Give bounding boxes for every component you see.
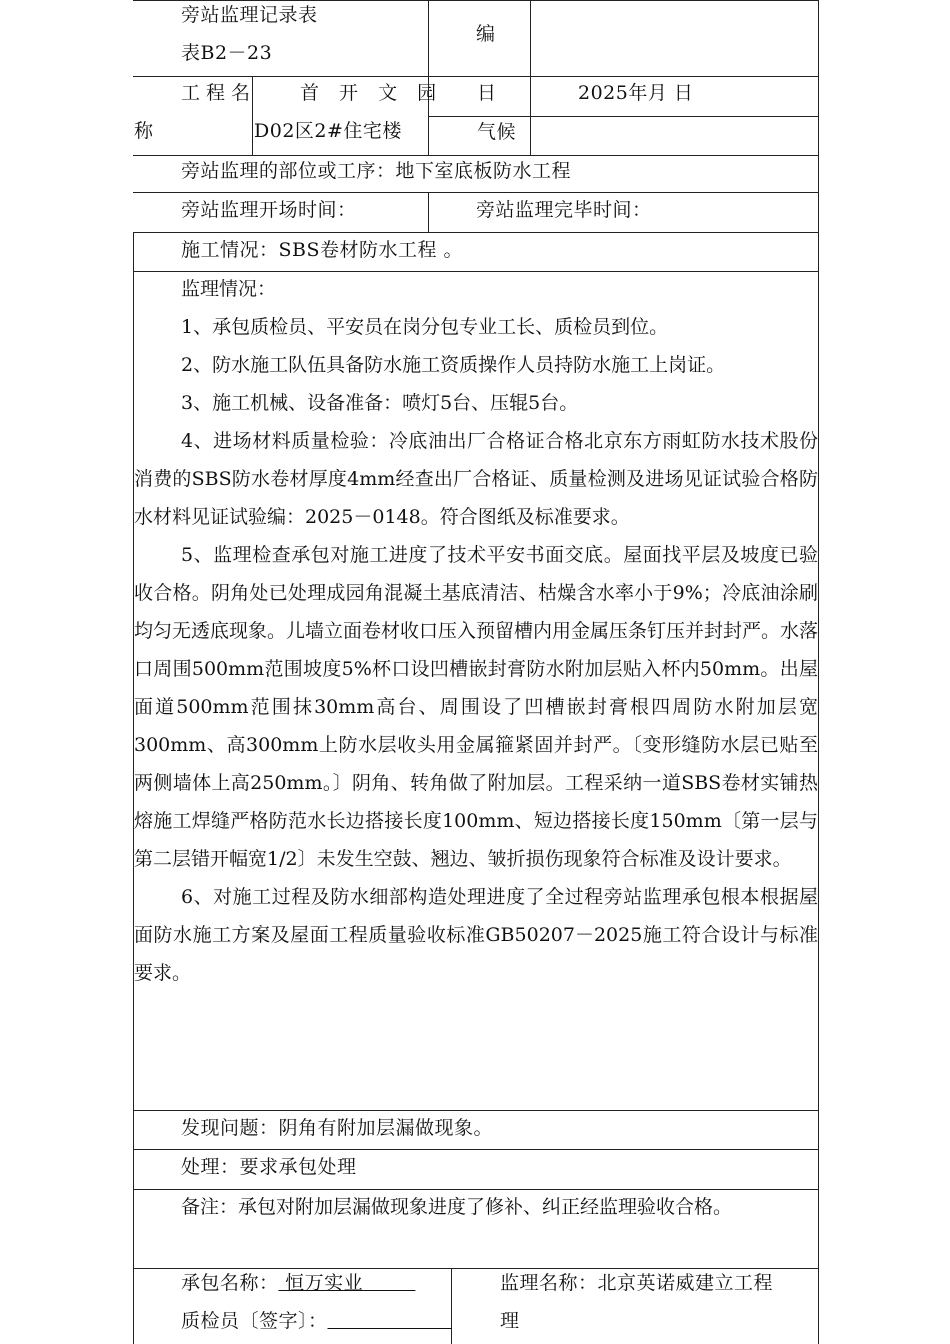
project-label: 工程名 <box>181 82 257 104</box>
rule-col-time <box>428 192 429 232</box>
supervision-heading: 监理情况： <box>181 278 277 300</box>
date-label: 日 <box>477 82 497 104</box>
inspector-label: 质检员〔签字〕： <box>181 1310 328 1332</box>
contractor-name: 恒万实业 <box>285 1272 364 1294</box>
form-code: 表B2－23 <box>181 42 273 64</box>
project-label-cont: 称 <box>134 120 154 142</box>
remarks-text: 备注：承包对附加层漏做现象进度了修补、纠正经监理验收合格。 <box>181 1196 733 1218</box>
number-label: 编 <box>476 23 496 45</box>
contractor-label: 承包名称： <box>181 1272 279 1294</box>
start-time-label: 旁站监理开场时间： <box>181 199 357 221</box>
form-title: 旁站监理记录表 <box>181 4 318 26</box>
handling-text: 处理：要求承包处理 <box>181 1156 357 1178</box>
supervisor-label-cont: 理 <box>500 1310 520 1332</box>
problem-text: 发现问题：阴角有附加层漏做现象。 <box>181 1117 494 1139</box>
end-time-label: 旁站监理完毕时间： <box>476 199 652 221</box>
contractor-value[interactable] <box>279 1272 416 1294</box>
inspector-signature-field[interactable] <box>328 1310 452 1332</box>
supervision-item-5: 5、监理检查承包对施工进度了技术平安书面交底。屋面找平层及坡度已验收合格。阴角处已处理成园角混凝土基底清洁、枯燥含水率小于9%；冷底油涂刷均匀无透底现象。儿墙立面卷材收口压入预留槽内用金属压条钉压并封封严。水落口周围500mm范围坡度5%杯口设凹槽嵌封膏防水附加层贴入杯内50mm。出屋面道500mm范围抹30mm高台、周围设了凹槽嵌封膏根四周防水附加层宽300mm、高300mm上防水层收头用金属箍紧固并封严。〔变形缝防水层已贴至两侧墙体上高250mm。〕阴角、转角做了附加层。工程采纳一道SBS卷材实铺热熔施工焊缝严格防范水长边搭接长度100mm、短边搭接长度150mm〔第一层与第二层错开幅宽1/2〕未发生空鼓、翘边、皱折损伤现象符合标准及设计要求。 <box>134 544 819 870</box>
supervision-item-6: 6、对施工过程及防水细部构造处理进度了全过程旁站监理承包根本根据屋面防水施工方案及屋面工程质量验收标准GB50207－2025施工符合设计与标准要求。 <box>134 886 818 984</box>
rule-col-value <box>530 0 531 155</box>
supervision-item-2: 2、防水施工队伍具备防水施工资质操作人员持防水施工上岗证。 <box>181 354 726 376</box>
supervisor-label: 监理名称：北京英诺威建立工程 <box>500 1272 774 1294</box>
supervision-item-1: 1、承包质检员、平安员在岗分包专业工长、质检员到位。 <box>181 316 669 338</box>
supervision-item-4: 4、进场材料质量检验：冷底油出厂合格证合格北京东方雨虹防水技术股份消费的SBS防水卷材厚度4mm经查出厂合格证、质量检测及进场见证试验合格防水材料见证试验编：2025－0148。符合图纸及标准要求。 <box>134 430 818 528</box>
construction-status: 施工情况：SBS卷材防水工程 。 <box>181 239 464 261</box>
remarks-section <box>134 1188 818 1226</box>
contractor-line <box>181 1264 415 1302</box>
project-name-line2: D02区2#住宅楼 <box>254 120 402 142</box>
part-line: 旁站监理的部位或工序：地下室底板防水工程 <box>181 160 572 182</box>
project-name-line1: 首 开 文 园 <box>300 82 444 104</box>
date-value[interactable]: 2025年月 日 <box>578 82 694 104</box>
supervision-item-3: 3、施工机械、设备准备：喷灯5台、压辊5台。 <box>181 392 579 414</box>
inspector-line <box>181 1302 452 1340</box>
rule-right <box>818 0 819 1344</box>
supervision-section <box>134 270 818 992</box>
weather-label: 气候 <box>477 121 517 143</box>
